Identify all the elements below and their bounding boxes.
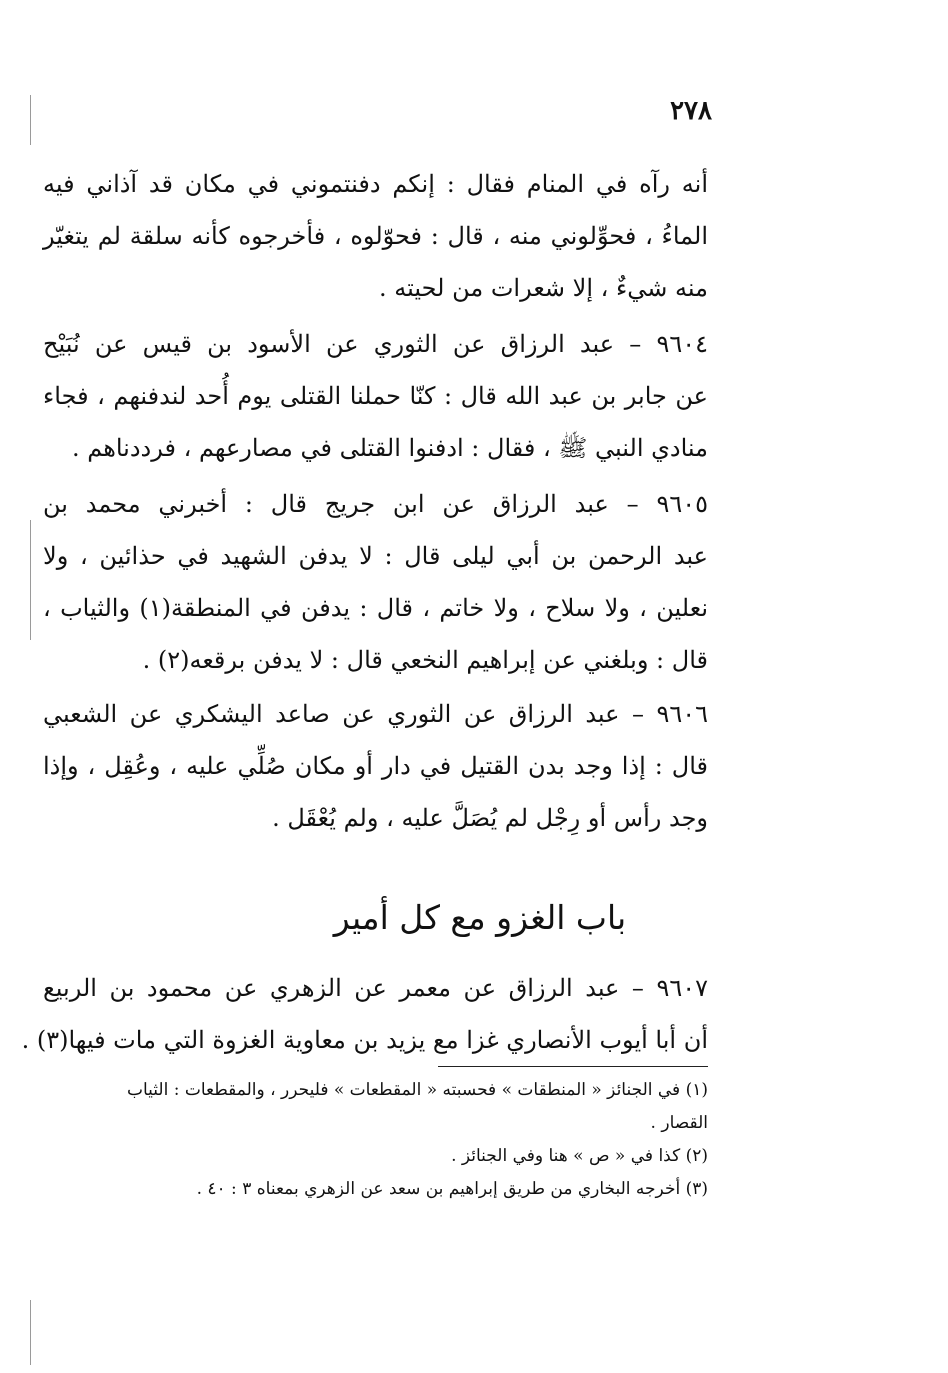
text-line: نعلين ، ولا سلاح ، ولا خاتم ، قال : يدفن في المنطقة(١) والثياب ، [43,594,708,622]
text-line: ٩٦٠٤ – عبد الرزاق عن الثوري عن الأسود بن قيس عن نُبَيْح [43,330,708,358]
text-line: أن أبا أيوب الأنصاري غزا مع يزيد بن معاوية الغزوة التي مات فيها(٣) . [21,1026,708,1054]
hadith-9606 [43,688,708,844]
footnote-line: القصار . [650,1113,708,1133]
text-line: منادي النبي ﷺ ، فقال : ادفنوا القتلى في مصارعهم ، فرددناهم . [71,434,708,462]
text-line: منه شيءٌ ، إلا شعرات من لحيته . [379,274,708,302]
text-line: ٩٦٠٧ – عبد الرزاق عن معمر عن الزهري عن محمود بن الربيع [43,974,708,1002]
scan-edge-mark [30,1300,31,1365]
footnote-line: (٢) كذا في « ص » هنا وفي الجنائز . [451,1146,708,1166]
text-line: عبد الرحمن بن أبي ليلى قال : لا يدفن الشهيد في حذائين ، ولا [43,542,708,570]
footnotes [43,1074,708,1206]
text-line: أنه رآه في المنام فقال : إنكم دفنتموني في مكان قد آذاني فيه [43,170,708,198]
scan-edge-mark [30,95,31,145]
paragraph-continuation [43,158,708,314]
footnote-line: (١) في الجنائز « المنطقات » فحسبته « المقطعات » فليحرر ، والمقطعات : الثياب [126,1080,708,1100]
hadith-9605 [43,478,708,686]
footnote-line: (٣) أخرجه البخاري من طريق إبراهيم بن سعد عن الزهري بمعناه ٣ : ٤٠ . [196,1179,708,1199]
text-line: قال : إذا وجد بدن القتيل في دار أو مكان صُلِّي عليه ، وعُقِل ، وإذا [43,752,708,780]
hadith-9604 [43,318,708,474]
text-line: ٩٦٠٥ – عبد الرزاق عن ابن جريج قال : أخبرني محمد بن [43,490,708,518]
text-line: وجد رأس أو رِجْل لم يُصَلَّ عليه ، ولم يُعْقَل . [272,804,708,832]
text-line: قال : وبلغني عن إبراهيم النخعي قال : لا يدفن برقعه(٢) . [142,646,708,674]
text-line: ٩٦٠٦ – عبد الرزاق عن الثوري عن صاعد اليشكري عن الشعبي [43,700,708,728]
text-line: عن جابر بن عبد الله قال : كنّا حملنا القتلى يوم أُحد لندفنهم ، فجاء [43,382,708,410]
footnote-separator [438,1066,708,1067]
page-number: ٢٧٨ [670,96,712,126]
hadith-9607 [21,962,708,1066]
scan-edge-mark [30,520,31,640]
chapter-title: باب الغزو مع كل أمير [333,898,627,937]
text-line: الماءُ ، فحوِّلوني منه ، قال : فحوّلوه ، فأخرجوه كأنه سلقة لم يتغيّر [43,222,708,250]
